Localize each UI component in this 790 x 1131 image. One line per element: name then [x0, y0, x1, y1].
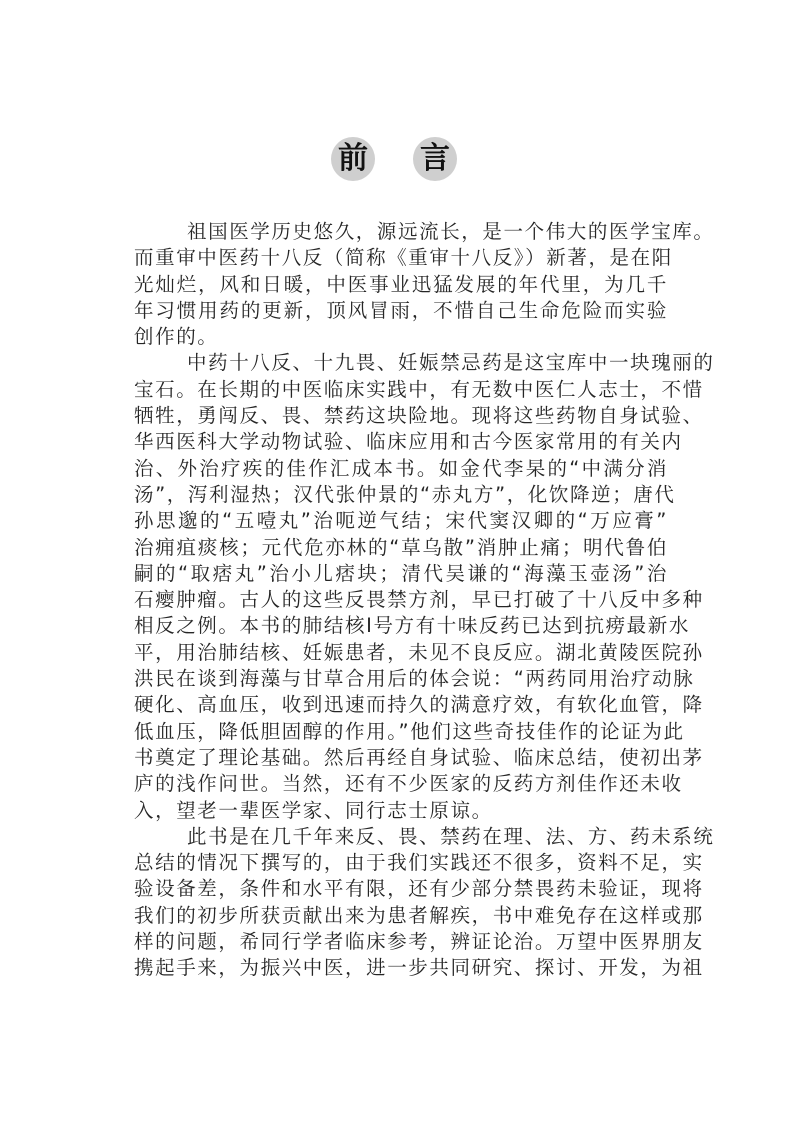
text-line: 入，望老一辈医学家、同行志士原谅。 — [134, 798, 493, 822]
preface-body — [134, 219, 715, 982]
text-line: 总结的情况下撰写的，由于我们实践还不很多，资料不足，实 — [134, 851, 704, 875]
text-line: 祖国医学历史悠久，源远流长，是一个伟大的医学宝库。 — [187, 220, 715, 243]
text-line: 携起手来，为振兴中医，进一步共同研究、探讨、开发，为祖 — [134, 956, 704, 980]
paragraph — [134, 350, 715, 823]
text-line: 相反之例。本书的肺结核Ⅰ号方有十味反药已达到抗痨最新水 — [134, 614, 690, 638]
title-char-circle: 前 — [331, 137, 375, 181]
paragraph — [134, 219, 715, 350]
text-line: 样的问题，希同行学者临床参考，辨证论治。万望中医界朋友 — [134, 930, 704, 954]
paragraph — [134, 824, 715, 982]
text-line: 汤”，泻利湿热；汉代张仲景的“赤丸方”，化饮降逆；唐代 — [134, 482, 676, 506]
page-title — [0, 137, 790, 183]
text-line: 治痈疽痰核；元代危亦林的“草乌散”消肿止痛；明代鲁伯 — [134, 535, 668, 559]
text-line: 孙思邈的“五噎丸”治呃逆气结；宋代窦汉卿的“万应膏” — [134, 509, 668, 533]
text-line: 庐的浅作问世。当然，还有不少医家的反药方剂佳作还未收 — [134, 772, 683, 796]
text-line: 平，用治肺结核、妊娠患者，未见不良反应。湖北黄陵医院孙 — [134, 640, 704, 664]
text-line: 创作的。 — [134, 325, 219, 349]
text-line: 石瘿肿瘤。古人的这些反畏禁方剂，早已打破了十八反中多种 — [134, 588, 704, 612]
text-line: 年习惯用药的更新，顶风冒雨，不惜自己生命危险而实验 — [134, 298, 668, 322]
text-line: 嗣的“取痞丸”治小儿痞块；清代吴谦的“海藻玉壶汤”治 — [134, 561, 668, 585]
text-line: 验设备差，条件和水平有限，还有少部分禁畏药未验证，现将 — [134, 877, 704, 901]
text-line: 华西医科大学动物试验、临床应用和古今医家常用的有关内 — [134, 430, 683, 454]
text-line: 洪民在谈到海藻与甘草合用后的体会说：“两药同用治疗动脉 — [134, 667, 695, 691]
text-line: 宝石。在长期的中医临床实践中，有无数中医仁人志士，不惜 — [134, 377, 704, 401]
text-line: 低血压，降低胆固醇的作用。”他们这些奇技佳作的论证为此 — [134, 719, 685, 743]
text-line: 治、外治疗疾的佳作汇成本书。如金代李杲的“中满分消 — [134, 456, 668, 480]
text-line: 硬化、高血压，收到迅速而持久的满意疗效，有软化血管，降 — [134, 693, 704, 717]
text-line: 中药十八反、十九畏、妊娠禁忌药是这宝库中一块瑰丽的 — [187, 351, 715, 375]
text-line: 我们的初步所获贡献出来为患者解疾，书中难免存在这样或那 — [134, 903, 704, 927]
title-char-circle: 言 — [413, 137, 457, 181]
text-line: 此书是在几千年来反、畏、禁药在理、法、方、药未系统 — [187, 824, 715, 848]
text-line: 书奠定了理论基础。然后再经自身试验、临床总结，使初出茅 — [134, 745, 704, 769]
text-line: 而重审中医药十八反（简称《重审十八反》）新著，是在阳 — [134, 246, 673, 270]
text-line: 牺牲，勇闯反、畏、禁药这块险地。现将这些药物自身试验、 — [134, 404, 704, 428]
text-line: 光灿烂，风和日暖，中医事业迅猛发展的年代里，为几千 — [134, 272, 668, 296]
